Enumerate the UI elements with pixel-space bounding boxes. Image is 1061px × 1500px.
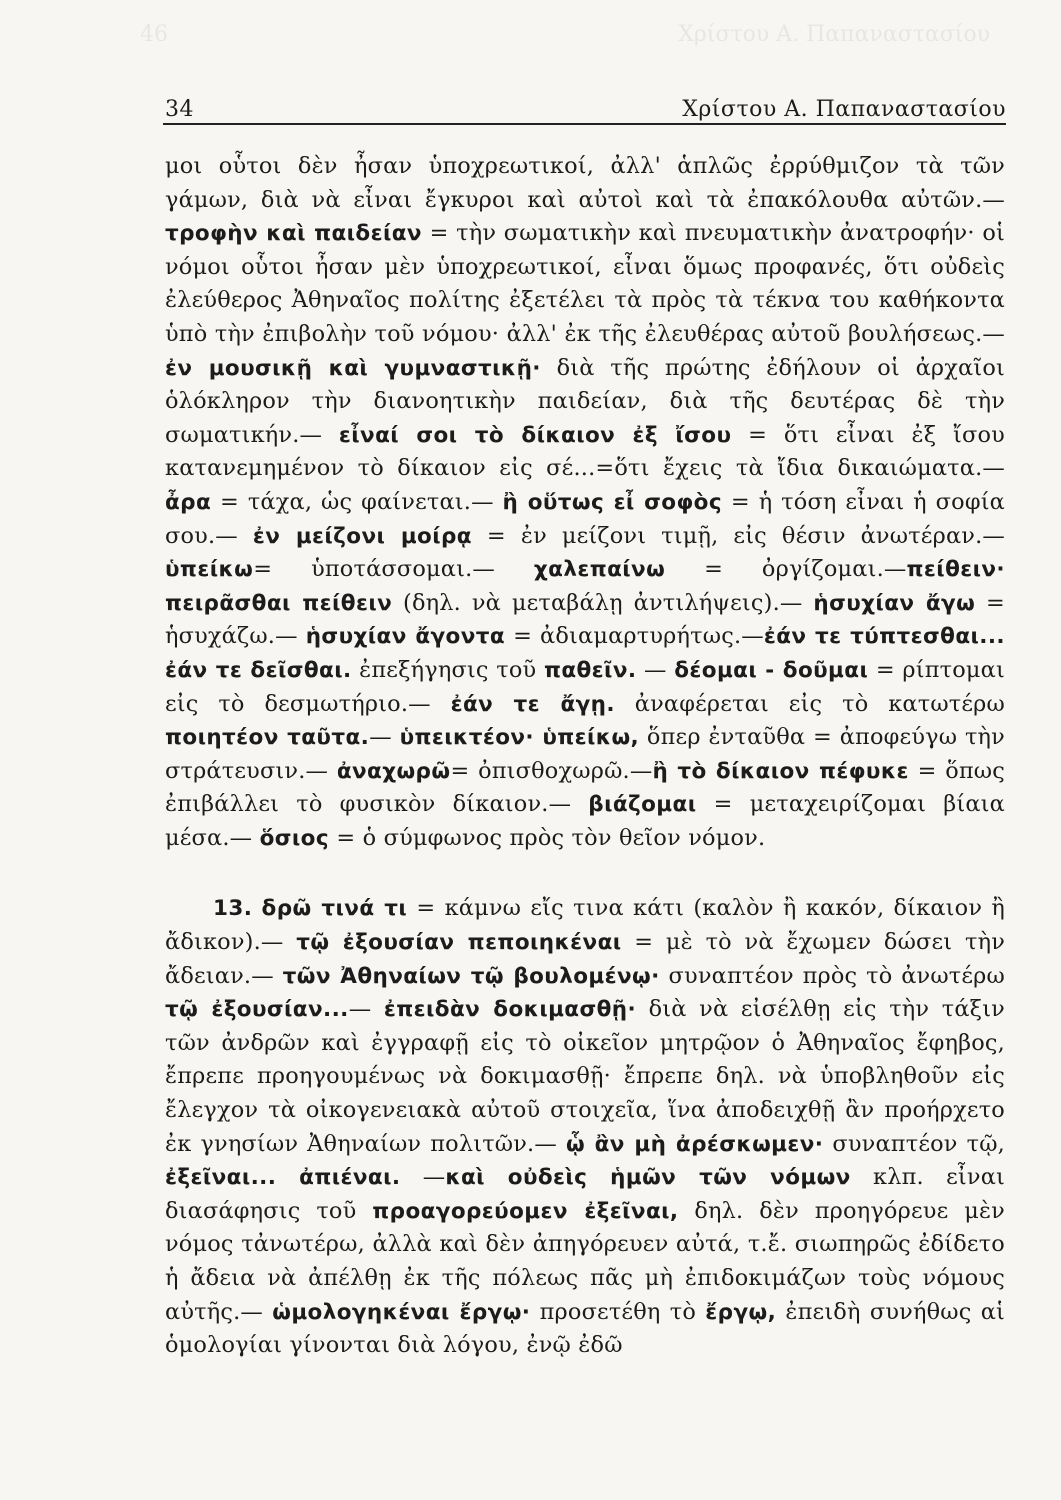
lemma: ἡσυχίαν ἄγοντα (305, 624, 506, 650)
paragraph-commentary-12 (165, 150, 1005, 855)
text-run: — (348, 996, 384, 1023)
text-run: = μεταχειρίζομαι βίαια μέσα.— (165, 791, 1005, 851)
text-run: προσετέθη τὸ (530, 1298, 706, 1325)
text-run: = ὀπισθοχωρῶ.— (450, 757, 653, 784)
lemma: ἡσυχίαν ἄγω (813, 590, 976, 616)
bleed-through-title: Χρίστου Α. Παπαναστασίου (678, 22, 990, 47)
section-number: 13. (213, 896, 253, 922)
lemma: βιάζομαι (588, 792, 697, 818)
lemma: ἐάν τε τύπτεσθαι... ἐάν τε δεῖσθαι. (165, 624, 1005, 683)
text-run: — (400, 1164, 446, 1191)
lemma: χαλεπαίνω (533, 557, 666, 583)
text-run: ὅπερ ἐνταῦθα = ἀποφεύγω τὴν στράτευσιν.— (165, 724, 1005, 784)
text-run: διὰ νὰ εἰσέλθῃ εἰς τὴν τάξιν τῶν ἀνδρῶν καὶ ἐγγραφῇ εἰς τὸ οἰκεῖον μητρῷον ὁ Ἀθηναῖος ἔφηβος, ἔπρεπε προηγουμένως νὰ δοκιμασθῇ· ἔπρεπε δηλ. νὰ ὑποβληθοῦν εἰς ἔλεγχον τὰ οἰκογενειακὰ αὐτοῦ στοιχεῖα, ἵνα ἀποδειχθῇ ἂν προήρχετο ἐκ γνησίων Ἀθηναίων πολιτῶν.— (165, 996, 1005, 1157)
lemma: ὑπεικτέον· ὑπείκω, (399, 725, 640, 751)
page-body (165, 150, 1005, 1363)
lemma: ἆρα (165, 489, 212, 515)
text-run: = τάχα, ὡς φαίνεται.— (211, 488, 503, 515)
lemma: δέομαι - δοῦμαι (674, 657, 869, 683)
bleed-through-header (140, 22, 990, 62)
text-run: = κάμνω εἴς τινα κάτι (καλὸν ἢ κακόν, δίκαιον ἢ ἄδικον).— (165, 895, 1005, 956)
lemma: ἔργῳ, (705, 1299, 777, 1325)
text-run: = ἡσυχάζω.— (165, 589, 1005, 650)
text-run: = ὑποτάσσομαι.— (253, 556, 534, 583)
text-run: συναπτέον πρὸς τὸ ἀνωτέρω (659, 962, 1006, 989)
lemma: ἐν μείζονι μοίρᾳ (252, 523, 472, 549)
text-run: = ὁ σύμφωνος πρὸς τὸν θεῖον νόμον. (329, 824, 766, 851)
text-run: ἐπειδὴ συνήθως αἱ ὁμολογίαι γίνονται διὰ λόγου, ἐνῷ ἐδῶ (165, 1298, 1005, 1359)
lemma: ὡμολογηκέναι ἔργῳ· (272, 1299, 531, 1325)
text-run: = ὀργίζομαι.— (665, 556, 907, 583)
lemma: ἐάν τε ἄγῃ. (450, 691, 615, 717)
text-run: = τὴν σωματικὴν καὶ πνευματικὴν ἀνατροφήν· οἱ νόμοι οὗτοι ἦσαν μὲν ὑποχρεωτικοί, εἶναι ὅμως προφανές, ὅτι οὐδεὶς ἐλεύθερος Ἀθηναῖος πολίτης ἐξετέλει τὰ πρὸς τὰ τέκνα του καθήκοντα ὑπὸ τὴν ἐπιβολὴν τοῦ νόμου· ἀλλ' ἐκ τῆς ἐλευθέρας αὐτοῦ βουλήσεως.— (165, 220, 1005, 347)
running-header (165, 86, 1006, 122)
lemma: ἢ οὕτως εἶ σοφὸς (502, 489, 722, 515)
text-run: διὰ τῆς πρώτης ἐδήλουν οἱ ἀρχαῖοι ὁλόκληρον τὴν διανοητικὴν παιδείαν, διὰ τῆς δευτέρας δὲ τὴν σωματικήν.— (165, 354, 1005, 448)
running-title: Χρίστου Α. Παπαναστασίου (682, 97, 1006, 122)
page-number: 34 (165, 97, 194, 122)
lemma: ἀναχωρῶ (336, 758, 451, 784)
lemma: ἐν μουσικῇ καὶ γυμναστικῇ· (165, 355, 541, 381)
lemma: καὶ οὐδεὶς ἡμῶν τῶν νόμων (445, 1165, 851, 1191)
lemma: δρῶ τινά τι (261, 896, 408, 922)
lemma: εἶναί σοι τὸ δίκαιον ἐξ ἴσου (338, 422, 732, 448)
text-run: = ρίπτομαι εἰς τὸ δεσμωτήριο.— (165, 656, 1005, 717)
lemma: τῷ ἐξουσίαν... (165, 997, 349, 1023)
text-run: ἐπεξήγησις τοῦ (351, 656, 544, 683)
text-run: — (369, 724, 400, 751)
text-run: μοι οὗτοι δὲν ἦσαν ὑποχρεωτικοί, ἀλλ' ἁπλῶς ἐρρύθμιζον τὰ τῶν γάμων, διὰ νὰ εἶναι ἔγκυροι καὶ αὐτοὶ καὶ τὰ ἐπακόλουθα αὐτῶν.— (165, 153, 1005, 213)
lemma: ᾧ ἂν μὴ ἀρέσκωμεν· (565, 1131, 824, 1157)
lemma: ἢ τὸ δίκαιον πέφυκε (652, 758, 909, 784)
lemma: τροφὴν καὶ παιδείαν (165, 221, 422, 247)
text-run: κλπ. εἶναι διασάφησις τοῦ (165, 1164, 1005, 1224)
paragraph-commentary-13 (165, 892, 1005, 1362)
lemma: παθεῖν. (543, 657, 637, 683)
lemma: ὑπείκω (165, 557, 254, 583)
lemma: ἐπειδὰν δοκιμασθῇ· (383, 997, 637, 1023)
header-rule (163, 123, 1006, 125)
text-run: = ἐν μείζονι τιμῇ, εἰς θέσιν ἀνωτέραν.— (471, 522, 1005, 549)
lemma: τῷ ἐξουσίαν πεποιηκέναι (296, 930, 622, 956)
text-run: = ὅπως ἐπιβάλλει τὸ φυσικὸν δίκαιον.— (165, 757, 1005, 818)
text-run: ἀναφέρεται εἰς τὸ κατωτέρω (614, 690, 1005, 717)
lemma: προαγορεύομεν ἐξεῖναι, (372, 1198, 679, 1224)
lemma: πείθειν· πειρᾶσθαι πείθειν (165, 557, 1005, 616)
text-run: = ἡ τόση εἶναι ἡ σοφία σου.— (165, 488, 1005, 549)
lemma: ἐξεῖναι... ἀπιέναι. (165, 1165, 401, 1191)
lemma: τῶν Ἀθηναίων τῷ βουλομένῳ· (282, 963, 660, 989)
text-run: = ὅτι εἶναι ἐξ ἴσου κατανεμημένον τὸ δίκαιον εἰς σέ...=ὅτι ἔχεις τὰ ἴδια δικαιώματα.— (165, 421, 1005, 482)
text-run: = ἀδιαμαρτυρήτως.— (505, 623, 764, 650)
lemma: ὅσιος (259, 825, 330, 851)
bleed-through-page-number: 46 (140, 22, 168, 47)
lemma: ποιητέον ταῦτα. (165, 725, 370, 751)
text-run: = μὲ τὸ νὰ ἔχωμεν δώσει τὴν ἄδειαν.— (165, 929, 1006, 989)
text-run: συναπτέον τῷ, (823, 1130, 1005, 1157)
text-run: δηλ. δὲν προηγόρευε μὲν νόμος τἀνωτέρω, ἀλλὰ καὶ δὲν ἀπηγόρευεν αὐτά, τ.ἔ. σιωπηρῶς ἐδίδετο ἡ ἄδεια νὰ ἀπέλθῃ ἐκ τῆς πόλεως πᾶς μὴ ἐπιδοκιμάζων τοὺς νόμους αὐτῆς.— (165, 1197, 1005, 1325)
text-run: — (636, 656, 675, 683)
text-run: (δηλ. νὰ μεταβάλῃ ἀντιλήψεις).— (392, 589, 814, 616)
